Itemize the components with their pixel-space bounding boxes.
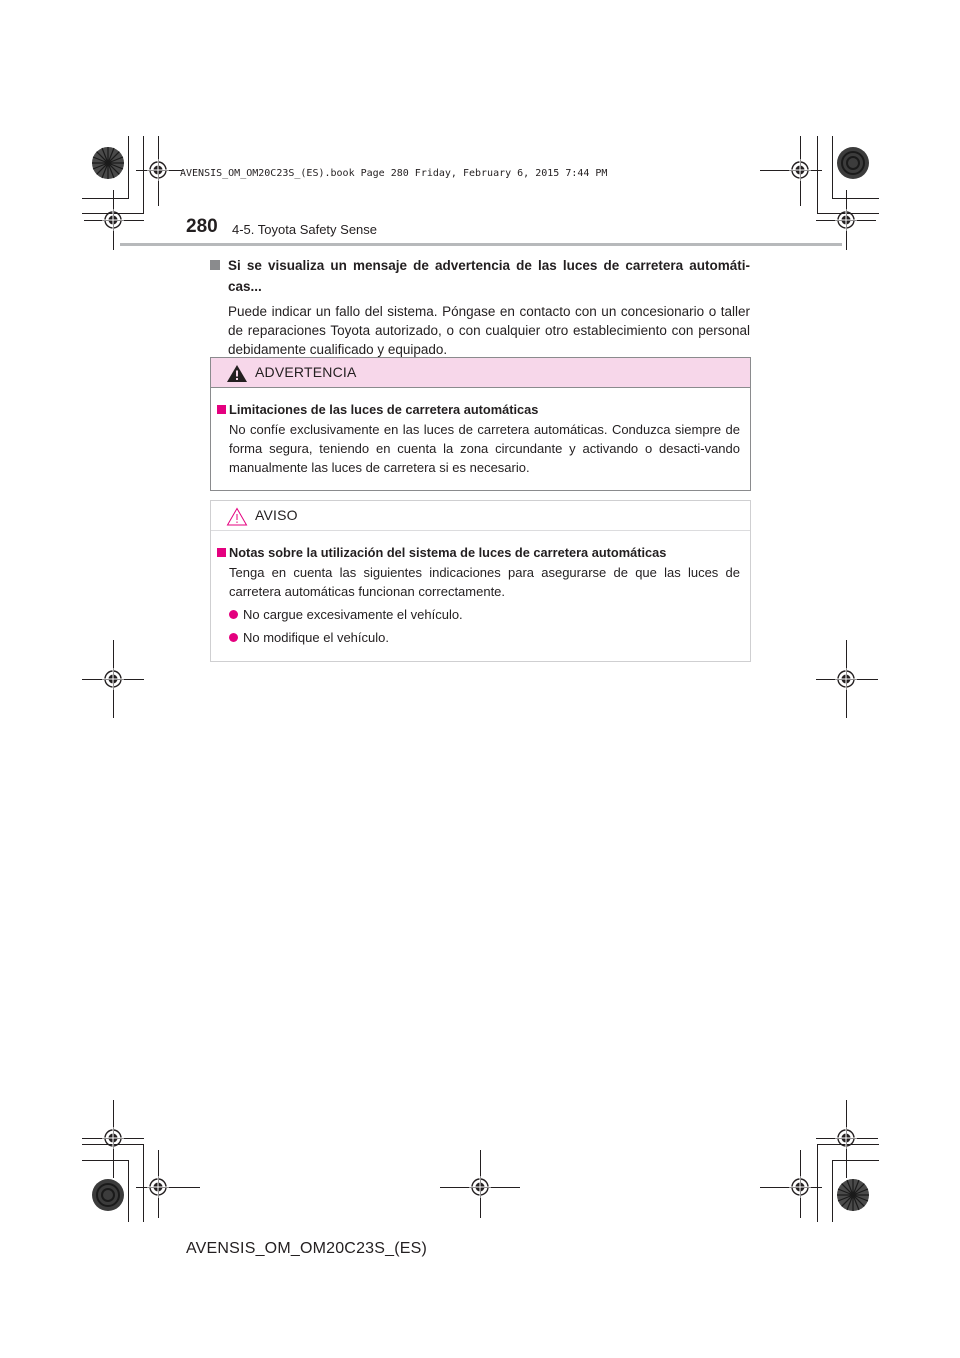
notice-point [211,628,740,647]
circle-bullet [229,610,238,619]
registration-mark-icon [835,668,857,690]
circle-bullet [229,633,238,642]
print-info: AVENSIS_OM_OM20C23S_(ES).book Page 280 Friday, February 6, 2015 7:44 PM [180,168,608,179]
registration-mark-icon [102,668,124,690]
registration-mark-icon [835,209,857,231]
pink-bullet [217,405,226,414]
notice-label: AVISO [255,507,298,523]
registration-mark-icon [469,1176,491,1198]
color-rosette-icon [91,146,125,180]
notice-body [211,531,750,659]
registration-mark-icon [789,159,811,181]
notice-point-text: No cargue excesivamente el vehículo. [243,607,463,622]
registration-mark-icon [789,1176,811,1198]
color-rosette-icon [836,146,870,180]
color-rosette-icon [91,1178,125,1212]
intro-heading: Si se visualiza un mensaje de advertencia de las luces de carretera automáti-cas... [228,258,750,294]
warning-triangle-icon [226,364,248,383]
registration-mark-icon [102,1127,124,1149]
section-title: 4-5. Toyota Safety Sense [232,222,378,237]
warning-heading-text: Limitaciones de las luces de carretera automáticas [229,402,539,417]
notice-box [210,500,751,662]
warning-label: ADVERTENCIA [255,364,357,380]
warning-header [211,358,750,388]
registration-mark-icon [835,1127,857,1149]
registration-mark-icon [147,159,169,181]
notice-header [211,501,750,531]
warning-body [211,388,750,489]
warning-heading [211,400,740,419]
notice-triangle-icon [226,507,248,526]
warning-text: No confíe exclusivamente en las luces de carretera automáticas. Conduzca siempre de forma segura, teniendo en cuenta la zona circundante y activando o desacti-vando manualmente las luces de carretera si es necesario. [229,422,740,475]
footer-doc-code: AVENSIS_OM_OM20C23S_(ES) [186,1240,428,1257]
notice-heading-text: Notas sobre la utilización del sistema de luces de carretera automáticas [229,545,667,560]
notice-text: Tenga en cuenta las siguientes indicaciones para asegurarse de que las luces de carretera automáticas funcionan correctamente. [229,565,740,599]
intro-item [210,255,750,359]
notice-point-text: No modifique el vehículo. [243,630,389,645]
notice-point [211,605,740,624]
page-number: 280 [186,216,218,237]
header-rule [120,243,842,246]
notice-heading [211,543,740,562]
intro-body: Puede indicar un fallo del sistema. Póngase en contacto con un concesionario o taller de reparaciones Toyota autorizado, o con cualquier otro establecimiento con personal debidamente cualificado y equipado. [228,304,750,357]
color-rosette-icon [836,1178,870,1212]
warning-box [210,357,751,491]
section-bullet [210,260,220,270]
pink-bullet [217,548,226,557]
registration-mark-icon [102,209,124,231]
registration-mark-icon [147,1176,169,1198]
